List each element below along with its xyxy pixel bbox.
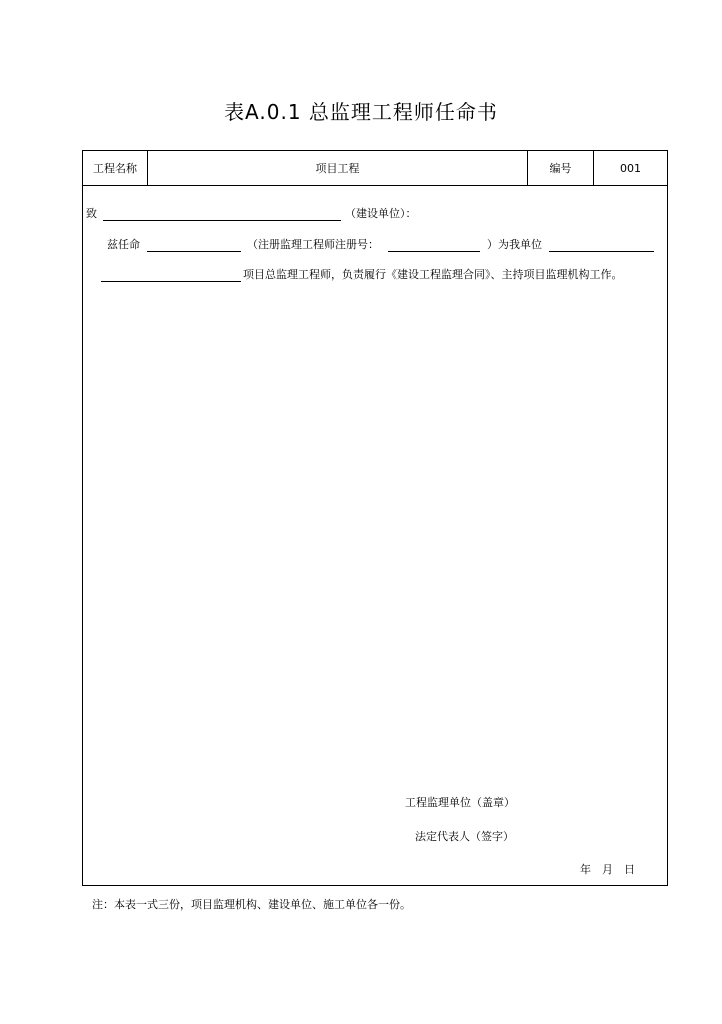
unit-text: ）为我单位 — [487, 238, 542, 251]
construction-unit-blank[interactable] — [103, 220, 341, 221]
duty-text: 项目总监理工程师，负责履行《建设工程监理合同》、主持项目监理机构工作。 — [243, 268, 623, 281]
header-row — [83, 151, 667, 186]
project-name-value: 项目工程 — [148, 151, 528, 185]
footer-note: 注：本表一式三份，项目监理机构、建设单位、施工单位各一份。 — [92, 898, 411, 911]
org-seal-label: 工程监理单位（盖章） — [405, 796, 515, 809]
reg-no-label: （注册监理工程师注册号： — [247, 238, 379, 251]
appoint-prefix: 兹任命 — [107, 238, 140, 251]
registration-number-blank[interactable] — [388, 251, 480, 252]
to-prefix: 致 — [86, 207, 97, 220]
project-name-blank[interactable] — [101, 281, 241, 282]
date-label: 年 月 日 — [580, 863, 635, 876]
to-suffix: （建设单位）： — [345, 207, 417, 220]
project-name-label: 工程名称 — [83, 151, 148, 185]
number-label: 编号 — [528, 151, 594, 185]
form-title: 表A.0.1 总监理工程师任命书 — [224, 100, 498, 124]
number-value: 001 — [620, 161, 641, 175]
appointment-form — [82, 150, 668, 886]
project-blank[interactable] — [549, 251, 654, 252]
legal-rep-label: 法定代表人（签字） — [415, 830, 514, 843]
appointee-name-blank[interactable] — [147, 251, 241, 252]
